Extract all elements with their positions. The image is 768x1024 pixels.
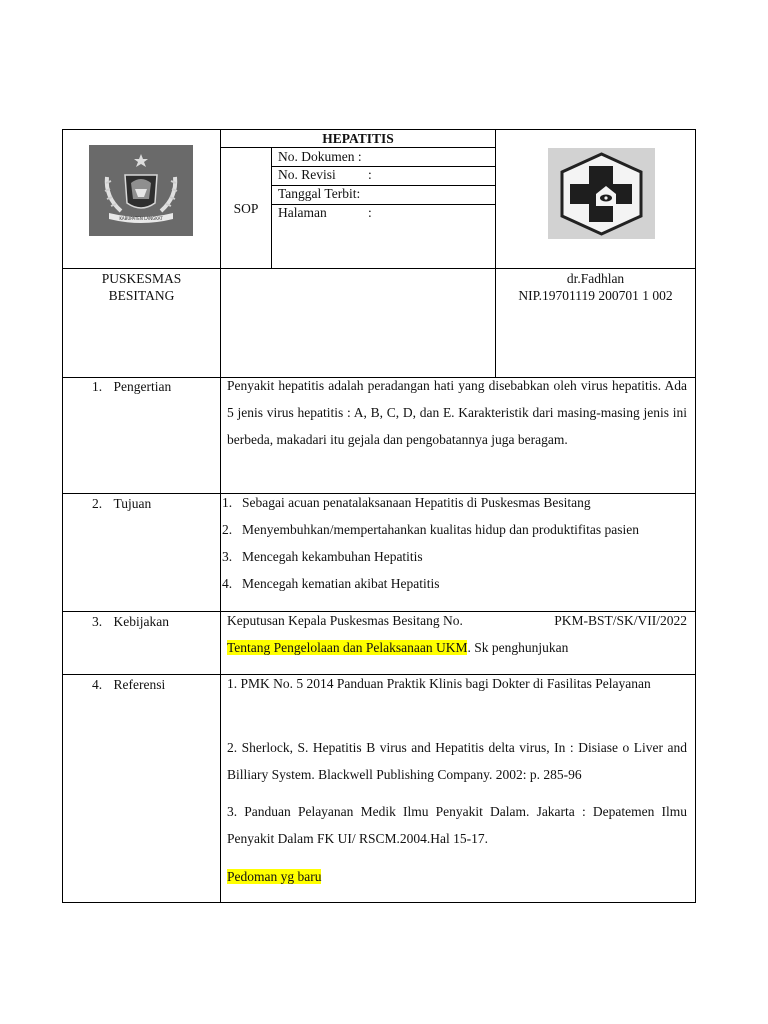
field-halaman-label: Halaman [278, 205, 327, 220]
section-label: Referensi [113, 677, 166, 692]
list-item-number: 1. [222, 495, 233, 510]
section-label-pengertian [92, 378, 171, 395]
list-item-number: 3. [222, 549, 233, 564]
field-revisi-sep: : [368, 167, 372, 182]
sop-label: SOP [233, 201, 259, 216]
puskesmas-cross-icon [548, 148, 655, 239]
reference-item: 3. Panduan Pelayanan Medik Ilmu Penyakit Dalam. Jakarta : Depatemen Ilmu Penyakit Dalam FK UI/ RSCM.2004.Hal 15-17. [227, 804, 687, 846]
field-halaman-sep: : [368, 205, 372, 220]
section-label-referensi [92, 676, 165, 693]
kebijakan-highlight: Tentang Pengelolaan dan Pelaksanaan UKM [227, 640, 468, 655]
section-label-tujuan [92, 495, 151, 512]
regional-emblem-icon [89, 145, 193, 236]
pengertian-text: Penyakit hepatitis adalah peradangan hati yang disebabkan oleh virus hepatitis. Ada 5 jenis virus hepatitis : A, B, C, D, dan E. Karakteristik dari masing-masing jenis ini berbeda, makadari itu gejala dan pengobatannya juga beragam. [227, 378, 687, 447]
list-item-number: 2. [222, 522, 233, 537]
table-border-right [695, 129, 696, 903]
section-number: 3. [92, 614, 103, 629]
section-number: 1. [92, 379, 103, 394]
section-label: Pengertian [113, 379, 172, 394]
field-tanggal-sep: : [356, 186, 361, 201]
signatory [496, 270, 695, 304]
title-underline [220, 147, 495, 148]
header-right-divider [495, 129, 496, 377]
org-name: PUSKESMAS BESITANG [101, 271, 182, 303]
list-item [222, 548, 423, 565]
kebijakan-decree: Keputusan Kepala Puskesmas Besitang No. [227, 613, 463, 628]
field-revisi-label: No. Revisi [278, 167, 336, 182]
list-item-text: Mencegah kekambuhan Hepatitis [242, 549, 423, 564]
section-label-kebijakan [92, 613, 169, 630]
table-border-bottom [62, 902, 696, 903]
section-label: Tujuan [113, 496, 152, 511]
list-item [222, 521, 639, 538]
kebijakan-line-1 [227, 612, 687, 629]
list-item-number: 4. [222, 576, 233, 591]
kebijakan-line-2 [227, 639, 687, 656]
field-halaman [278, 205, 327, 221]
reference-note-text: Pedoman yg baru [227, 869, 322, 884]
field-dokumen-sep: : [357, 149, 362, 164]
table-border-left [62, 129, 63, 903]
signatory-nip: NIP.19701119 200701 1 002 [518, 288, 673, 303]
reference-note [227, 868, 321, 885]
section-number: 2. [92, 496, 103, 511]
field-dokumen-label: No. Dokumen [278, 149, 355, 164]
header-row-divider [62, 268, 696, 269]
reference-item: 2. Sherlock, S. Hepatitis B virus and Hepatitis delta virus, In : Disiase o Liver and Billiary System. Blackwell Publishing Company. 2002: p. 285-96 [227, 740, 687, 782]
reference-item: 1. PMK No. 5 2014 Panduan Praktik Klinis bagi Dokter di Fasilitas Pelayanan [227, 676, 651, 691]
field-tanggal [278, 186, 360, 202]
field-dokumen [278, 149, 362, 165]
kebijakan-decree-number: PKM-BST/SK/VII/2022 [554, 613, 687, 628]
section-label: Kebijakan [113, 614, 169, 629]
left-logo-caption: KABUPATEN LANGKAT [119, 216, 163, 221]
section-number: 4. [92, 677, 103, 692]
list-item [222, 575, 440, 592]
list-item [222, 494, 591, 511]
sop-title: HEPATITIS [322, 131, 394, 146]
kebijakan-rest: . Sk penghunjukan [467, 640, 569, 655]
list-item-text: Mencegah kematian akibat Hepatitis [242, 576, 440, 591]
field-revisi [278, 167, 336, 183]
table-border-top [62, 129, 696, 130]
list-item-text: Sebagai acuan penatalaksanaan Hepatitis di Puskesmas Besitang [242, 495, 591, 510]
field-tanggal-label: Tanggal Terbit [278, 186, 357, 201]
signatory-name: dr.Fadhlan [566, 271, 625, 286]
column-divider [220, 129, 221, 903]
list-item-text: Menyembuhkan/mempertahankan kualitas hidup dan produktifitas pasien [242, 522, 640, 537]
